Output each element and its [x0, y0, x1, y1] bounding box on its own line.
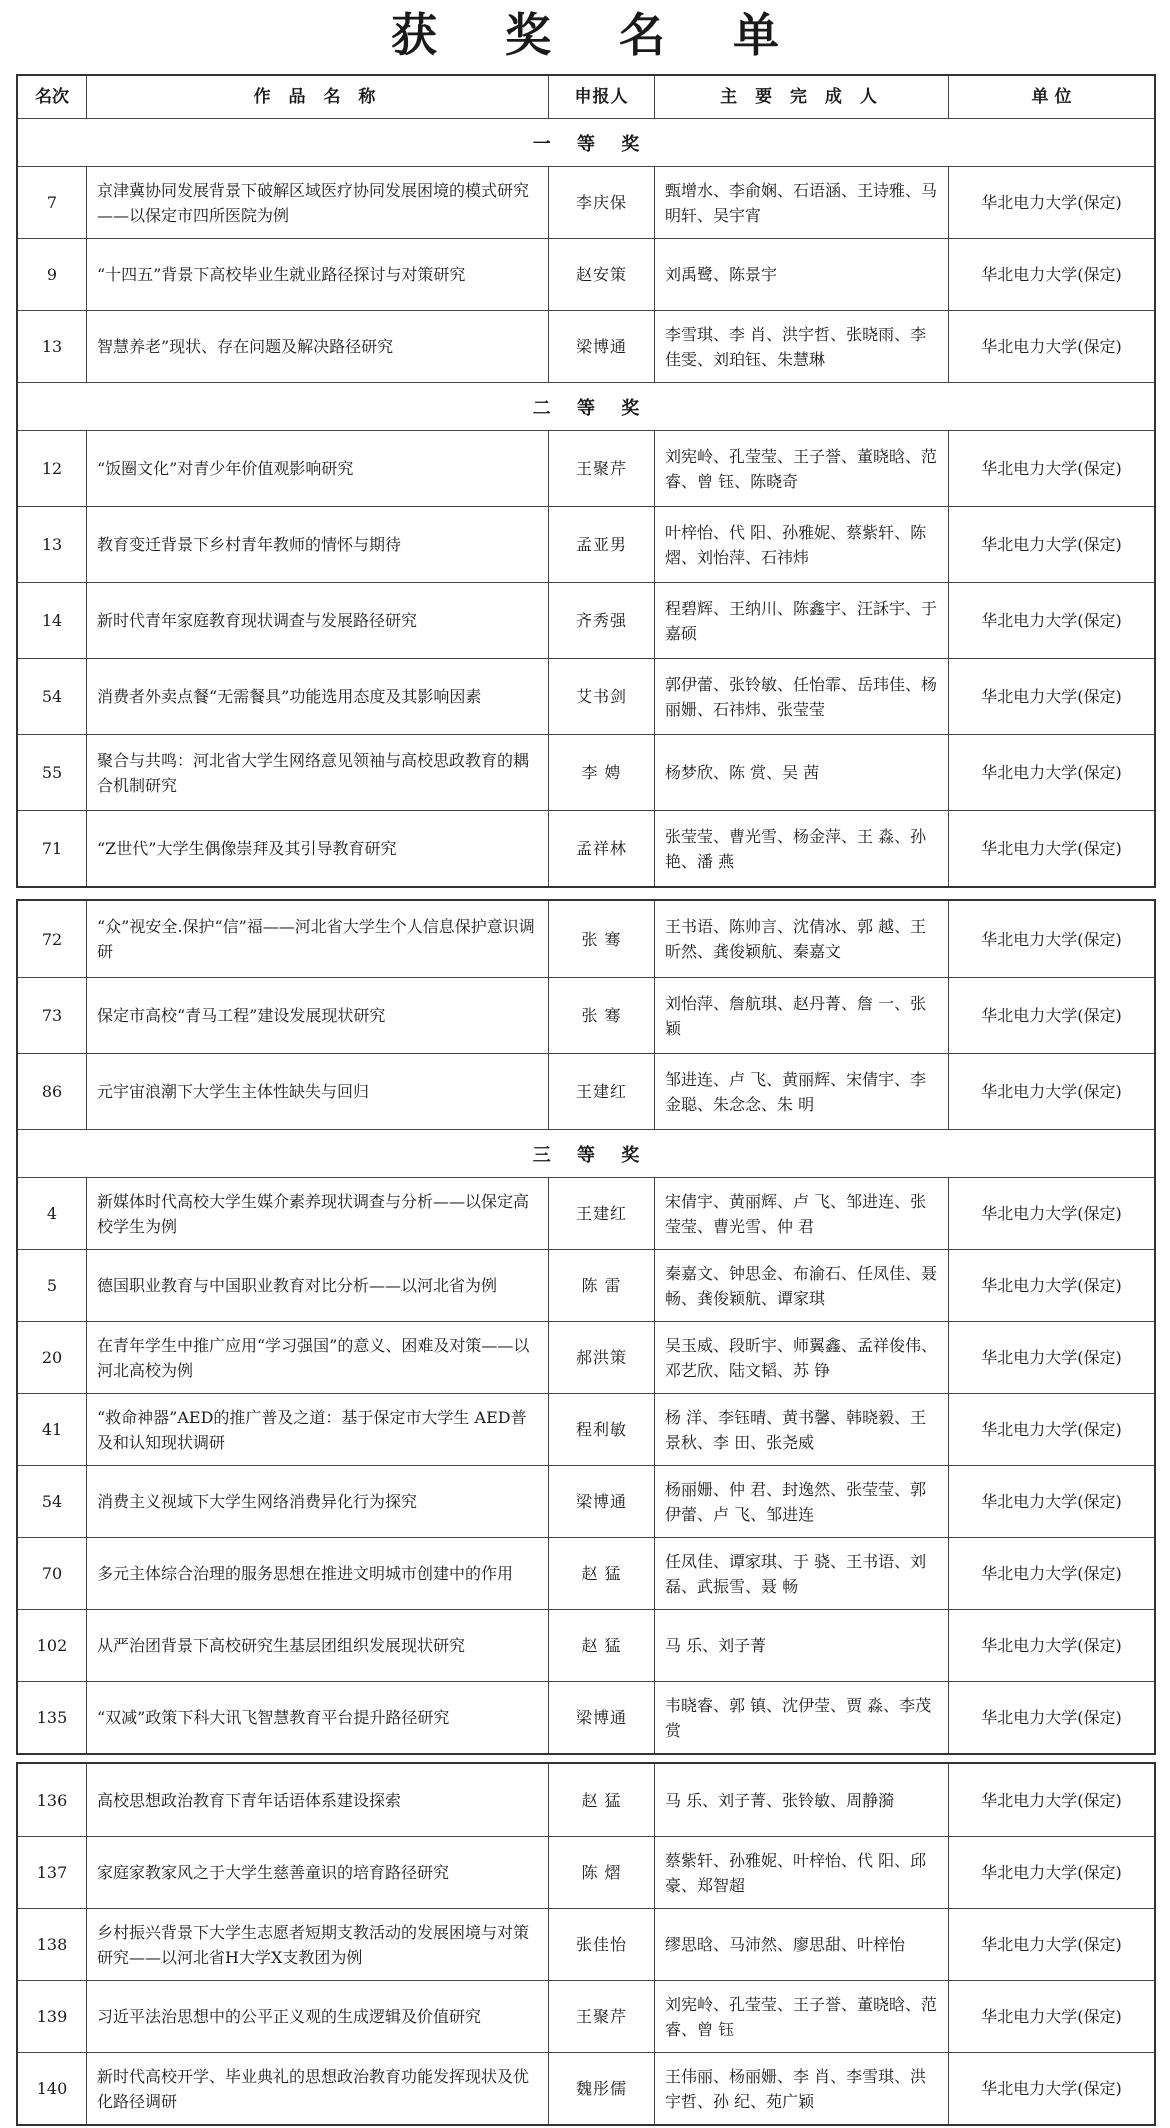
page-title: 获 奖 名 单	[390, 8, 806, 62]
rank-cell: 137	[36, 1863, 68, 1882]
table-row	[18, 582, 1154, 658]
applicant-cell: 王聚芹	[548, 431, 654, 506]
rank-cell: 71	[41, 839, 63, 858]
applicant-cell: 张 骞	[548, 901, 654, 977]
title-cell: “十四五”背景下高校毕业生就业路径探讨与对策研究	[86, 239, 548, 310]
applicant-cell: 李庆保	[548, 167, 654, 238]
table-row	[18, 310, 1154, 382]
applicant-cell: 梁博通	[548, 311, 654, 382]
members-cell: 刘禹鹭、陈景宇	[654, 239, 948, 310]
rank-cell: 55	[41, 763, 63, 782]
table-row	[18, 2052, 1154, 2124]
title-cell: “Z世代”大学生偶像崇拜及其引导教育研究	[86, 811, 548, 886]
applicant-cell: 赵 猛	[548, 1610, 654, 1681]
unit-cell: 华北电力大学(保定)	[948, 2053, 1154, 2124]
rank-cell: 138	[36, 1935, 68, 1954]
header-applicant: 申报人	[548, 76, 654, 118]
table-row	[18, 658, 1154, 734]
table-row	[18, 1980, 1154, 2052]
members-cell: 杨 洋、李钰晴、黄书馨、韩晓毅、王景秋、李 田、张尧威	[654, 1394, 948, 1465]
rank-cell: 20	[41, 1348, 63, 1367]
members-cell: 马 乐、刘子菁、张铃敏、周静漪	[654, 1764, 948, 1836]
table-row	[18, 734, 1154, 810]
rank-cell: 5	[46, 1276, 58, 1295]
applicant-cell: 齐秀强	[548, 583, 654, 658]
rank-cell: 72	[41, 929, 63, 949]
table-row	[18, 1393, 1154, 1465]
table-row	[18, 977, 1154, 1053]
rank-cell: 9	[46, 265, 58, 284]
title-cell: 教育变迁背景下乡村青年教师的情怀与期待	[86, 507, 548, 582]
applicant-cell: 艾书剑	[548, 659, 654, 734]
header-title: 作 品 名 称	[86, 76, 548, 118]
unit-cell: 华北电力大学(保定)	[948, 1837, 1154, 1908]
title-cell: 新媒体时代高校大学生媒介素养现状调查与分析——以保定高校学生为例	[86, 1178, 548, 1249]
title-cell: “众”视安全.保护“信”福——河北省大学生个人信息保护意识调研	[86, 901, 548, 977]
unit-cell: 华北电力大学(保定)	[948, 1054, 1154, 1129]
table-row	[18, 1609, 1154, 1681]
award-table-part-3	[16, 1762, 1156, 2126]
unit-cell: 华北电力大学(保定)	[948, 659, 1154, 734]
rank-cell: 102	[36, 1636, 68, 1655]
unit-cell: 华北电力大学(保定)	[948, 507, 1154, 582]
header-members: 主 要 完 成 人	[654, 76, 948, 118]
members-cell: 刘宪岭、孔莹莹、王子誉、董晓晗、范 睿、曾 钰	[654, 1981, 948, 2052]
table-row	[18, 1836, 1154, 1908]
members-cell: 王书语、陈帅言、沈倩冰、郭 越、王昕然、龚俊颖航、秦嘉文	[654, 901, 948, 977]
title-cell: “饭圈文化”对青少年价值观影响研究	[86, 431, 548, 506]
title-cell: “救命神器”AED的推广普及之道：基于保定市大学生 AED普及和认知现状调研	[86, 1394, 548, 1465]
members-cell: 程碧辉、王纳川、陈鑫宇、汪訸宇、于嘉硕	[654, 583, 948, 658]
members-cell: 蔡紫轩、孙雅妮、叶梓怡、代 阳、邱 豪、郑智超	[654, 1837, 948, 1908]
unit-cell: 华北电力大学(保定)	[948, 1764, 1154, 1836]
applicant-cell: 孟亚男	[548, 507, 654, 582]
unit-cell: 华北电力大学(保定)	[948, 583, 1154, 658]
applicant-cell: 王建红	[548, 1178, 654, 1249]
applicant-cell: 陈 雷	[548, 1250, 654, 1321]
members-cell: 甄增水、李俞娴、石语涵、王诗雅、马明轩、吴宇宵	[654, 167, 948, 238]
members-cell: 张莹莹、曹光雪、杨金萍、王 淼、孙 艳、潘 燕	[654, 811, 948, 886]
unit-cell: 华北电力大学(保定)	[948, 1909, 1154, 1980]
rank-cell: 136	[36, 1790, 68, 1810]
rank-cell: 86	[41, 1082, 63, 1101]
applicant-cell: 赵安策	[548, 239, 654, 310]
applicant-cell: 张佳怡	[548, 1909, 654, 1980]
members-cell: 秦嘉文、钟思金、布渝石、任凤佳、聂 畅、龚俊颖航、谭家琪	[654, 1250, 948, 1321]
title-cell: “双减”政策下科大讯飞智慧教育平台提升路径研究	[86, 1682, 548, 1753]
title-cell: 从严治团背景下高校研究生基层团组织发展现状研究	[86, 1610, 548, 1681]
rank-cell: 7	[46, 193, 58, 212]
unit-cell: 华北电力大学(保定)	[948, 1466, 1154, 1537]
unit-cell: 华北电力大学(保定)	[948, 311, 1154, 382]
unit-cell: 华北电力大学(保定)	[948, 1981, 1154, 2052]
title-cell: 京津冀协同发展背景下破解区域医疗协同发展困境的模式研究——以保定市四所医院为例	[86, 167, 548, 238]
title-cell: 智慧养老”现状、存在问题及解决路径研究	[86, 311, 548, 382]
members-cell: 叶梓怡、代 阳、孙雅妮、蔡紫轩、陈 熠、刘怡萍、石祎炜	[654, 507, 948, 582]
table-row	[18, 1249, 1154, 1321]
rank-cell: 70	[41, 1564, 63, 1583]
applicant-cell: 郝洪策	[548, 1322, 654, 1393]
table-row	[18, 238, 1154, 310]
members-cell: 吴玉威、段昕宇、师翼鑫、孟祥俊伟、邓艺欣、陆文韬、苏 铮	[654, 1322, 948, 1393]
table-row	[18, 810, 1154, 886]
applicant-cell: 王建红	[548, 1054, 654, 1129]
header-unit: 单 位	[948, 76, 1154, 118]
table-row	[18, 1465, 1154, 1537]
applicant-cell: 程利敏	[548, 1394, 654, 1465]
unit-cell: 华北电力大学(保定)	[948, 1250, 1154, 1321]
applicant-cell: 李 娉	[548, 735, 654, 810]
table-row	[18, 901, 1154, 977]
members-cell: 王伟丽、杨丽姗、李 肖、李雪琪、洪宇哲、孙 纪、苑广颖	[654, 2053, 948, 2124]
title-cell: 乡村振兴背景下大学生志愿者短期支教活动的发展困境与对策研究——以河北省H大学X支教团为例	[86, 1909, 548, 1980]
title-cell: 家庭家教家风之于大学生慈善童识的培育路径研究	[86, 1837, 548, 1908]
table-row	[18, 166, 1154, 238]
unit-cell: 华北电力大学(保定)	[948, 167, 1154, 238]
award-table-part-1	[16, 74, 1156, 888]
table-row	[18, 1681, 1154, 1753]
table-row	[18, 1908, 1154, 1980]
members-cell: 宋倩宇、黄丽辉、卢 飞、邹进连、张莹莹、曹光雪、仲 君	[654, 1178, 948, 1249]
members-cell: 邹进连、卢 飞、黄丽辉、宋倩宇、李金聪、朱念念、朱 明	[654, 1054, 948, 1129]
title-cell: 在青年学生中推广应用“学习强国”的意义、困难及对策——以河北高校为例	[86, 1322, 548, 1393]
applicant-cell: 王聚芹	[548, 1981, 654, 2052]
members-cell: 任凤佳、谭家琪、于 骁、王书语、刘 磊、武振雪、聂 畅	[654, 1538, 948, 1609]
unit-cell: 华北电力大学(保定)	[948, 978, 1154, 1053]
table-row	[18, 506, 1154, 582]
rank-cell: 12	[41, 459, 63, 478]
table-row	[18, 430, 1154, 506]
rank-cell: 14	[41, 611, 63, 630]
unit-cell: 华北电力大学(保定)	[948, 1394, 1154, 1465]
title-cell: 聚合与共鸣：河北省大学生网络意见领袖与高校思政教育的耦合机制研究	[86, 735, 548, 810]
section-third-prize: 三 等 奖	[18, 1129, 1154, 1177]
applicant-cell: 孟祥林	[548, 811, 654, 886]
unit-cell: 华北电力大学(保定)	[948, 1322, 1154, 1393]
unit-cell: 华北电力大学(保定)	[948, 1682, 1154, 1753]
members-cell: 杨丽姗、仲 君、封逸然、张莹莹、郭伊蕾、卢 飞、邹进连	[654, 1466, 948, 1537]
members-cell: 韦晓睿、郭 镇、沈伊莹、贾 淼、李茂赏	[654, 1682, 948, 1753]
title-cell: 德国职业教育与中国职业教育对比分析——以河北省为例	[86, 1250, 548, 1321]
unit-cell: 华北电力大学(保定)	[948, 811, 1154, 886]
members-cell: 刘怡萍、詹航琪、赵丹菁、詹 一、张 颖	[654, 978, 948, 1053]
rank-cell: 73	[41, 1006, 63, 1025]
title-cell: 多元主体综合治理的服务思想在推进文明城市创建中的作用	[86, 1538, 548, 1609]
rank-cell: 41	[41, 1420, 63, 1439]
unit-cell: 华北电力大学(保定)	[948, 901, 1154, 977]
title-cell: 元宇宙浪潮下大学生主体性缺失与回归	[86, 1054, 548, 1129]
applicant-cell: 梁博通	[548, 1466, 654, 1537]
section-first-prize: 一 等 奖	[18, 118, 1154, 166]
rank-cell: 54	[41, 1492, 63, 1511]
section-second-prize: 二 等 奖	[18, 382, 1154, 430]
unit-cell: 华北电力大学(保定)	[948, 1610, 1154, 1681]
unit-cell: 华北电力大学(保定)	[948, 1178, 1154, 1249]
rank-cell: 54	[41, 687, 63, 706]
rank-cell: 139	[36, 2007, 68, 2026]
unit-cell: 华北电力大学(保定)	[948, 735, 1154, 810]
header-rank: 名次	[35, 86, 69, 107]
title-cell: 新时代高校开学、毕业典礼的思想政治教育功能发挥现状及优化路径调研	[86, 2053, 548, 2124]
members-cell: 李雪琪、李 肖、洪宇哲、张晓雨、李佳雯、刘珀钰、朱慧琳	[654, 311, 948, 382]
applicant-cell: 张 骞	[548, 978, 654, 1053]
title-cell: 高校思想政治教育下青年话语体系建设探索	[86, 1764, 548, 1836]
table-row	[18, 1177, 1154, 1249]
members-cell: 郭伊蕾、张铃敏、任怡霏、岳玮佳、杨丽姗、石祎炜、张莹莹	[654, 659, 948, 734]
rank-cell: 13	[41, 337, 63, 356]
members-cell: 刘宪岭、孔莹莹、王子誉、董晓晗、范 睿、曾 钰、陈晓奇	[654, 431, 948, 506]
table-row	[18, 1321, 1154, 1393]
applicant-cell: 魏彤儒	[548, 2053, 654, 2124]
rank-cell: 135	[36, 1708, 68, 1727]
unit-cell: 华北电力大学(保定)	[948, 239, 1154, 310]
applicant-cell: 赵 猛	[548, 1764, 654, 1836]
rank-cell: 140	[36, 2079, 68, 2098]
applicant-cell: 陈 熠	[548, 1837, 654, 1908]
table-row	[18, 1764, 1154, 1836]
title-cell: 保定市高校“青马工程”建设发展现状研究	[86, 978, 548, 1053]
award-table-part-2	[16, 899, 1156, 1755]
title-cell: 习近平法治思想中的公平正义观的生成逻辑及价值研究	[86, 1981, 548, 2052]
table-row	[18, 1537, 1154, 1609]
rank-cell: 13	[41, 535, 63, 554]
applicant-cell: 赵 猛	[548, 1538, 654, 1609]
table-row	[18, 1053, 1154, 1129]
title-cell: 新时代青年家庭教育现状调查与发展路径研究	[86, 583, 548, 658]
unit-cell: 华北电力大学(保定)	[948, 1538, 1154, 1609]
table-header	[18, 76, 1154, 118]
members-cell: 杨梦欣、陈 赏、吴 茜	[654, 735, 948, 810]
rank-cell: 4	[46, 1204, 58, 1223]
unit-cell: 华北电力大学(保定)	[948, 431, 1154, 506]
members-cell: 缪思晗、马沛然、廖思甜、叶梓怡	[654, 1909, 948, 1980]
title-cell: 消费者外卖点餐“无需餐具”功能选用态度及其影响因素	[86, 659, 548, 734]
title-cell: 消费主义视域下大学生网络消费异化行为探究	[86, 1466, 548, 1537]
members-cell: 马 乐、刘子菁	[654, 1610, 948, 1681]
applicant-cell: 梁博通	[548, 1682, 654, 1753]
